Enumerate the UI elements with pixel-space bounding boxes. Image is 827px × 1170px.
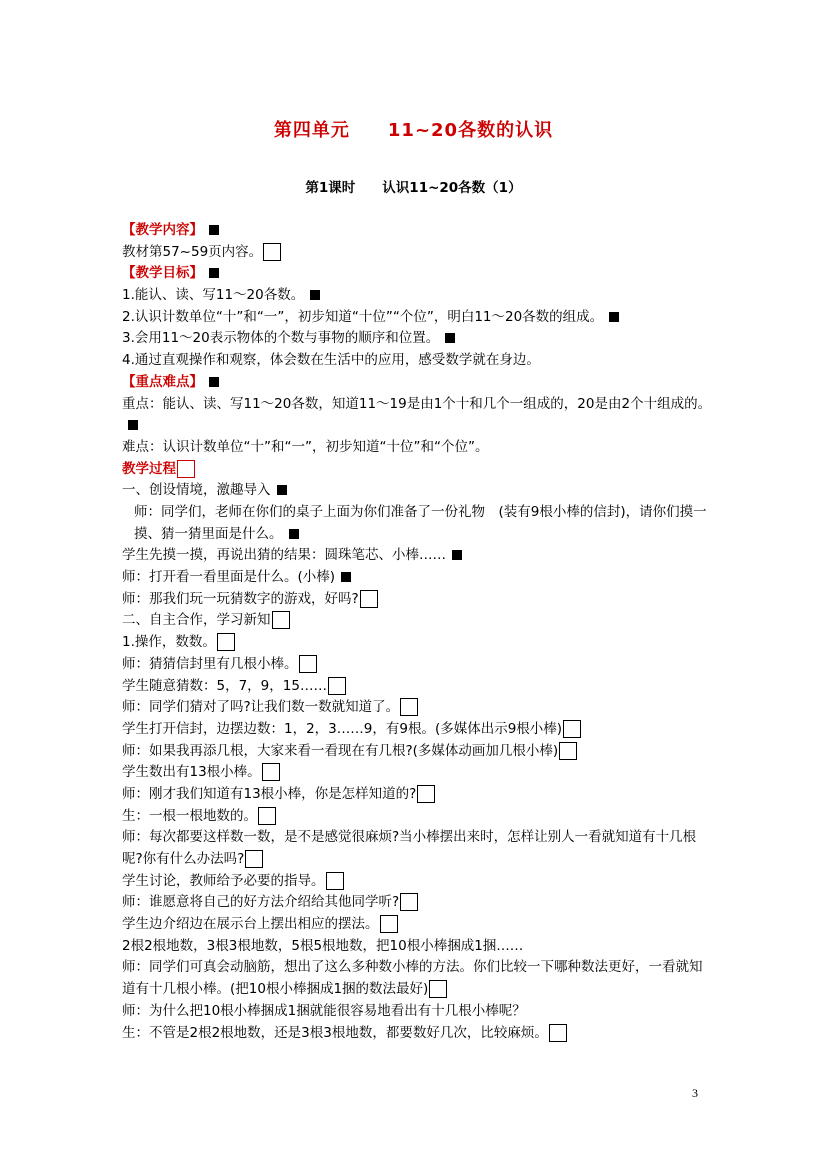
- checkbox-icon: [400, 893, 418, 911]
- process-line: 师：每次都要这样数一数，是不是感觉很麻烦?当小棒摆出来时，怎样让别人一看就知道有十几根呢?你有什么办法吗?: [122, 829, 697, 868]
- process-line: 师：同学们猜对了吗?让我们数一数就知道了。: [122, 699, 400, 716]
- marker-icon: [310, 290, 320, 300]
- process-line: 1.操作，数数。: [122, 634, 216, 651]
- checkbox-icon: [559, 742, 577, 760]
- process-line: 学生先摸一摸，再说出猜的结果：圆珠笔芯、小棒……: [122, 547, 446, 564]
- checkbox-icon: [258, 807, 276, 825]
- checkbox-icon: [328, 677, 346, 695]
- process-line: 师：刚才我们知道有13根小棒，你是怎样知道的?: [122, 785, 417, 802]
- process-heading: 教学过程: [122, 460, 176, 477]
- document-body: [122, 220, 712, 1044]
- page-number: 3: [692, 1086, 698, 1100]
- checkbox-icon: [380, 915, 398, 933]
- marker-icon: [609, 312, 619, 322]
- checkbox-icon: [217, 633, 235, 651]
- process-line: 师：猜猜信封里有几根小棒。: [122, 655, 298, 672]
- key-heading: 【重点难点】: [122, 373, 203, 390]
- checkbox-icon: [263, 243, 281, 261]
- process-line: 师：如果我再添几根，大家来看一看现在有几根?(多媒体动画加几根小棒): [122, 742, 559, 759]
- checkbox-icon: [360, 590, 378, 608]
- process-line: 生：不管是2根2根地数，还是3根3根地数，都要数好几次，比较麻烦。: [122, 1024, 548, 1041]
- goals-heading: 【教学目标】: [122, 265, 203, 282]
- process-line: 2根2根地数，3根3根地数，5根5根地数，把10根小棒捆成1捆……: [122, 937, 524, 954]
- process-line: 师：谁愿意将自己的好方法介绍给其他同学听?: [122, 894, 400, 911]
- marker-icon: [209, 268, 219, 278]
- content-text: 教材第57~59页内容。: [122, 243, 263, 260]
- process-line: 师：为什么把10根小棒捆成1捆就能很容易地看出有十几根小棒呢？: [122, 1002, 526, 1019]
- unit-title: 第四单元 11~20各数的认识: [273, 120, 554, 141]
- key-point: 重点：能认、读、写11～20各数，知道11～19是由1个十和几个一组成的，20是由2个十组成的。: [122, 395, 712, 412]
- checkbox-icon: [417, 785, 435, 803]
- lesson-title: 第1课时 认识11~20各数（1）: [305, 180, 522, 196]
- process-line: 学生讨论，教师给予必要的指导。: [122, 872, 325, 889]
- marker-icon: [277, 485, 287, 495]
- process-line: 二、自主合作，学习新知: [122, 612, 271, 629]
- checkbox-icon: [299, 655, 317, 673]
- process-line: 师：同学们，老师在你们的桌子上面为你们准备了一份礼物 (装有9根小棒的信封)，请你们摸一摸、猜一猜里面是什么。: [134, 503, 707, 542]
- checkbox-icon: [429, 980, 447, 998]
- process-line: 生：一根一根地数的。: [122, 807, 257, 824]
- goal-item: 2.认识计数单位“十”和“一”，初步知道“十位”“个位”，明白11～20各数的组成。: [122, 308, 604, 325]
- difficulty: 难点：认识计数单位“十”和“一”，初步知道“十位”和“个位”。: [122, 438, 489, 455]
- process-line: 学生随意猜数：5，7，9，15……: [122, 677, 327, 694]
- marker-icon: [209, 377, 219, 387]
- checkbox-icon: [245, 850, 263, 868]
- marker-icon: [445, 333, 455, 343]
- checkbox-icon: [549, 1024, 567, 1042]
- marker-icon: [209, 225, 219, 235]
- process-line: 学生打开信封，边摆边数：1，2，3……9，有9根。(多媒体出示9根小棒): [122, 720, 563, 737]
- content-heading: 【教学内容】: [122, 222, 203, 238]
- marker-icon: [289, 529, 299, 539]
- process-line: 学生数出有13根小棒。: [122, 764, 261, 781]
- process-line: 学生边介绍边在展示台上摆出相应的摆法。: [122, 916, 379, 933]
- goal-item: 4.通过直观操作和观察，体会数在生活中的应用，感受数学就在身边。: [122, 352, 540, 369]
- goal-item: 1.能认、读、写11～20各数。: [122, 287, 305, 304]
- marker-icon: [128, 420, 138, 430]
- checkbox-icon: [262, 763, 280, 781]
- process-line: 师：打开看一看里面是什么。(小棒): [122, 569, 336, 586]
- marker-icon: [452, 550, 462, 560]
- process-line: 师：那我们玩一玩猜数字的游戏，好吗?: [122, 590, 359, 607]
- marker-icon: [341, 572, 351, 582]
- checkbox-icon: [272, 611, 290, 629]
- process-line: 一、创设情境，激趣导入: [122, 482, 271, 499]
- checkbox-icon: [400, 698, 418, 716]
- checkbox-icon: [177, 460, 195, 478]
- checkbox-icon: [326, 872, 344, 890]
- goal-item: 3.会用11～20表示物体的个数与事物的顺序和位置。: [122, 330, 440, 347]
- checkbox-icon: [563, 720, 581, 738]
- process-line: 师：同学们可真会动脑筋，想出了这么多种数小棒的方法。你们比较一下哪种数法更好，一看就知道有十几根小棒。(把10根小棒捆成1捆的数法最好): [122, 959, 703, 998]
